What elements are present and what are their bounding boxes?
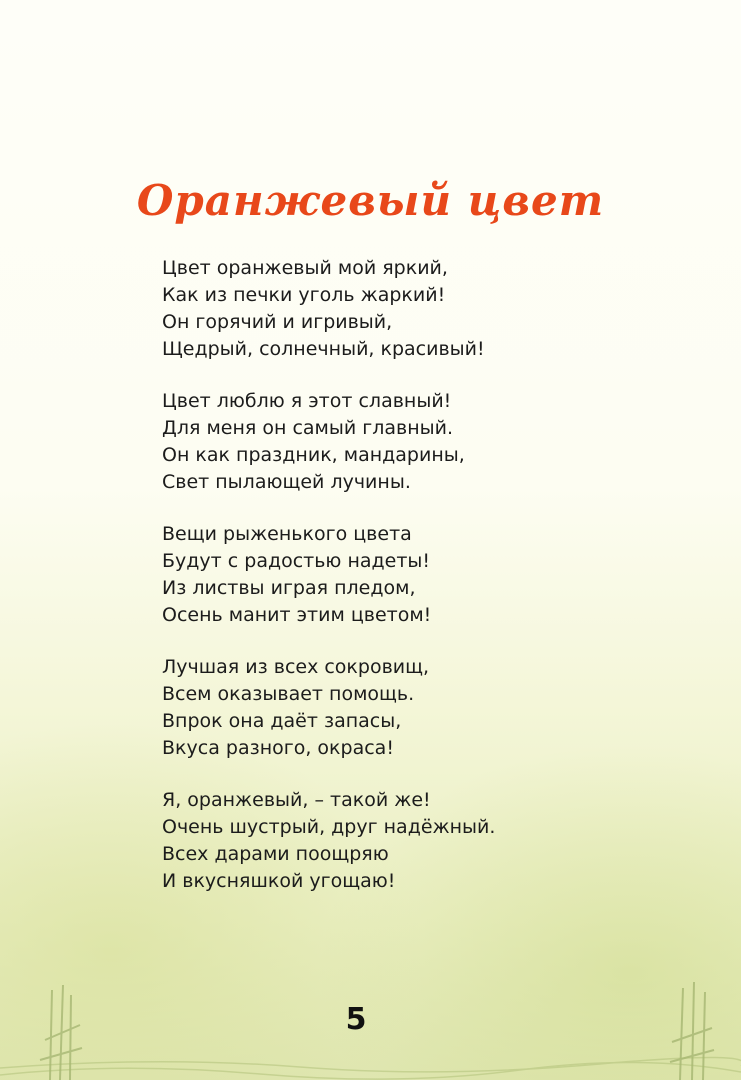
stanza-5 — [162, 787, 722, 895]
poem-line: Он как праздник, мандарины, — [162, 444, 465, 466]
poem-line: Щедрый, солнечный, красивый! — [162, 338, 485, 360]
page-number: 5 — [345, 1002, 367, 1037]
poem-line: Очень шустрый, друг надёжный. — [162, 816, 496, 838]
stanza-3 — [162, 521, 722, 629]
poem-line: Осень манит этим цветом! — [162, 604, 432, 626]
poem-line: Вещи рыженького цвета — [162, 523, 412, 545]
poem-line: Для меня он самый главный. — [162, 417, 454, 439]
poem-line: Он горячий и игривый, — [162, 311, 393, 333]
stanza-2 — [162, 388, 722, 496]
poem-line: Цвет люблю я этот славный! — [162, 390, 452, 412]
poem-title: Оранжевый цвет — [136, 176, 605, 225]
poem-line: Всем оказывает помощь. — [162, 683, 415, 705]
stanza-1 — [162, 255, 722, 363]
poem-line: Будут с радостью надеты! — [162, 550, 431, 572]
poem-line: Вкуса разного, окраса! — [162, 737, 394, 759]
poem-line: Свет пылающей лучины. — [162, 471, 411, 493]
stanza-4 — [162, 654, 722, 762]
poem-line: Цвет оранжевый мой яркий, — [162, 257, 448, 279]
poem-line: И вкусняшкой угощаю! — [162, 870, 396, 892]
poem-line: Из листвы играя пледом, — [162, 577, 416, 599]
poem-line: Я, оранжевый, – такой же! — [162, 789, 431, 811]
poem-line: Всех дарами поощряю — [162, 843, 389, 865]
poem-line: Как из печки уголь жаркий! — [162, 284, 446, 306]
poem-line: Лучшая из всех сокровищ, — [162, 656, 430, 678]
poem-line: Впрок она даёт запасы, — [162, 710, 402, 732]
poem-body — [162, 255, 722, 920]
